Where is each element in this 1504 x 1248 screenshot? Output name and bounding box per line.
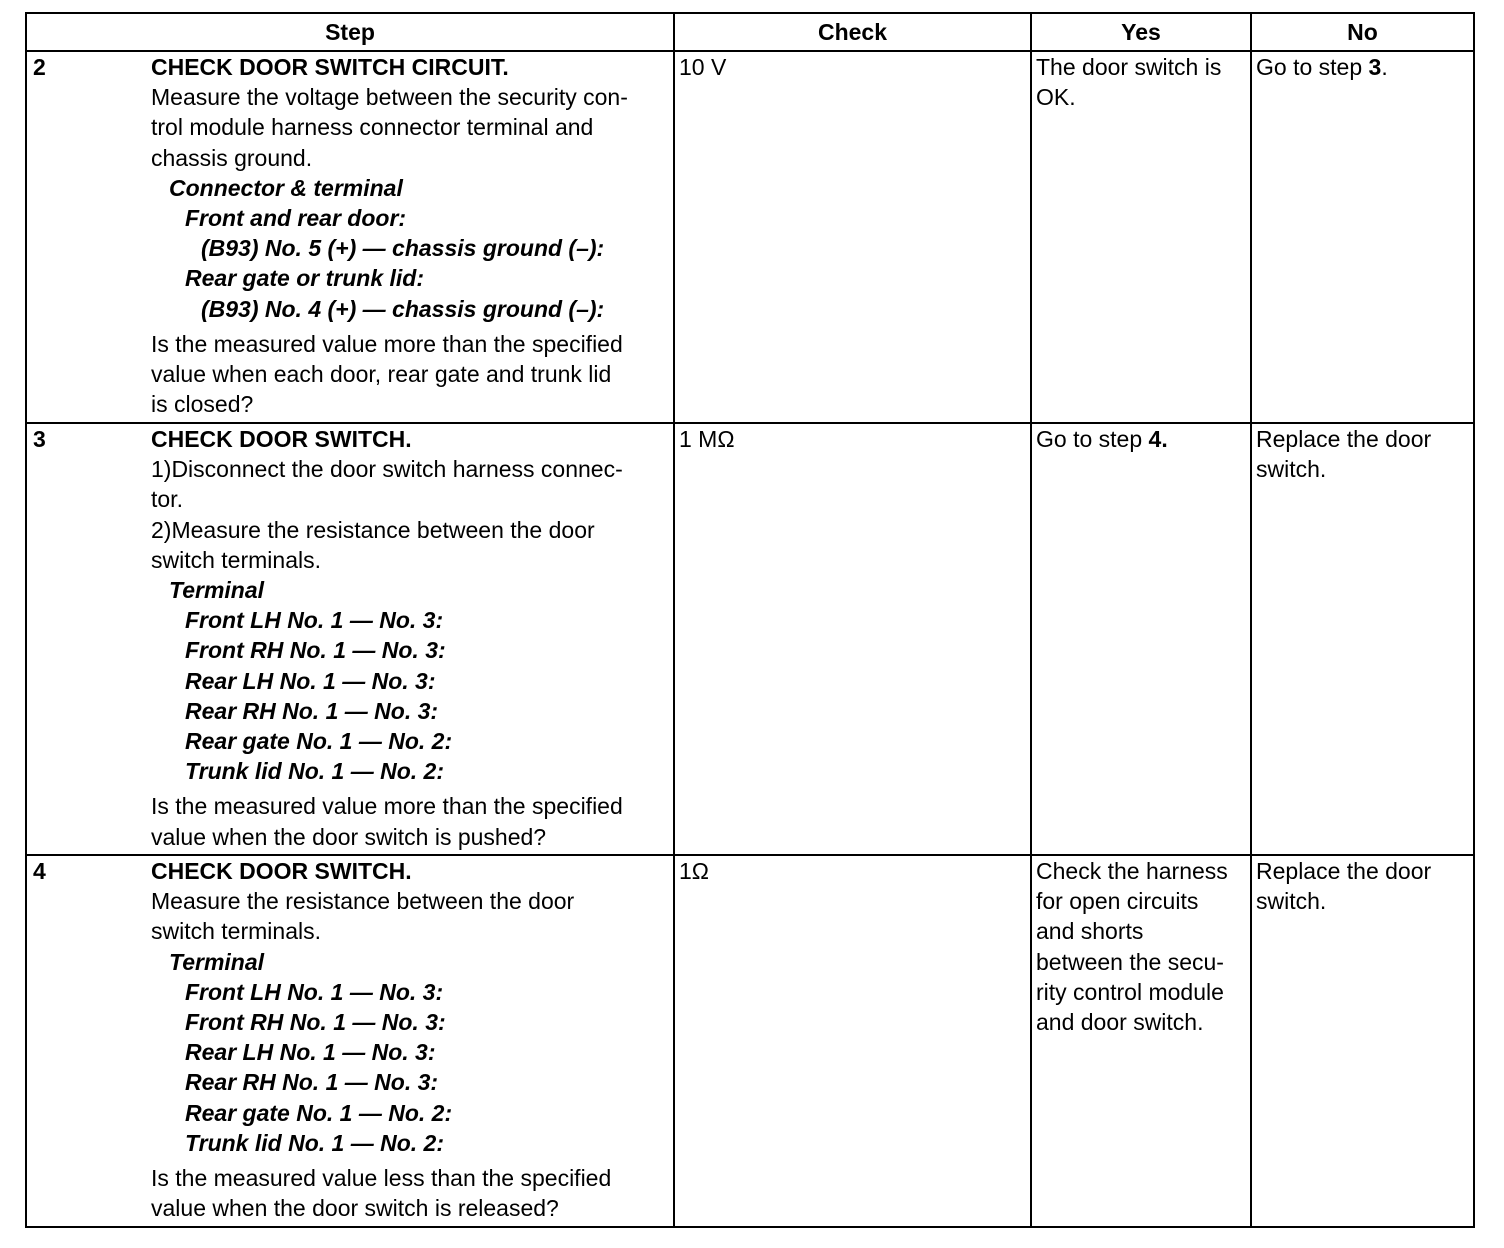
terminal-item: Rear gate No. 1 — No. 2: (185, 1099, 453, 1126)
no-cell (1251, 855, 1474, 1227)
step-desc-line: chassis ground. (151, 144, 313, 171)
yes-line: between the secu- (1036, 948, 1224, 975)
header-step: Step (26, 13, 674, 51)
terminal-item: Front RH No. 1 — No. 3: (185, 637, 446, 664)
step-number: 4 (33, 858, 46, 884)
no-suffix: . (1381, 54, 1388, 80)
yes-line: and door switch. (1036, 1009, 1204, 1036)
step-desc-line: switch terminals. (151, 546, 321, 573)
check-cell (674, 51, 1031, 423)
question-line: Is the measured value less than the specified (151, 1165, 612, 1192)
terminal-item: Trunk lid No. 1 — No. 2: (185, 758, 444, 785)
terminal-item: Rear RH No. 1 — No. 3: (185, 697, 439, 724)
step-number: 3 (33, 426, 46, 452)
no-prefix: Go to step (1256, 54, 1369, 80)
question-line: value when the door switch is released? (151, 1195, 559, 1222)
step-cell (26, 51, 674, 423)
no-line: Replace the door (1256, 426, 1432, 452)
yes-line: OK. (1036, 84, 1076, 111)
spec-label: Front and rear door: (185, 205, 407, 232)
yes-line: for open circuits (1036, 888, 1199, 915)
terminal-item: Rear LH No. 1 — No. 3: (185, 1039, 436, 1066)
yes-cell (1031, 423, 1251, 855)
no-step-ref: 3 (1368, 54, 1382, 80)
step-desc-line: Measure the resistance between the door (151, 888, 575, 915)
step-desc-line: Measure the voltage between the security con- (151, 84, 628, 111)
yes-cell (1031, 855, 1251, 1227)
yes-line: The door switch is (1036, 54, 1222, 80)
check-value: 1Ω (679, 858, 709, 884)
terminal-item: Rear LH No. 1 — No. 3: (185, 667, 436, 694)
no-action (1256, 52, 1469, 82)
yes-suffix: . (1161, 426, 1168, 452)
step-title: CHECK DOOR SWITCH. (151, 858, 412, 884)
question-line: value when the door switch is pushed? (151, 823, 547, 850)
question-line: value when each door, rear gate and trunk lid (151, 361, 612, 388)
step-number: 2 (33, 54, 46, 80)
spec-heading: Terminal (169, 948, 265, 975)
yes-cell (1031, 51, 1251, 423)
terminal-item: Rear RH No. 1 — No. 3: (185, 1069, 439, 1096)
step-desc-line: 2)Measure the resistance between the door (151, 516, 595, 543)
table-row (26, 51, 1474, 423)
step-cell (26, 855, 674, 1227)
table-row (26, 855, 1474, 1227)
no-line: Replace the door (1256, 858, 1432, 884)
step-desc-line: tor. (151, 486, 183, 513)
step-desc-line: trol module harness connector terminal and (151, 114, 594, 141)
check-value: 1 MΩ (679, 426, 735, 452)
header-yes: Yes (1031, 13, 1251, 51)
no-line: switch. (1256, 456, 1327, 483)
spec-heading: Terminal (169, 577, 265, 604)
terminal-item: Front RH No. 1 — No. 3: (185, 1009, 446, 1036)
check-value: 10 V (679, 54, 727, 80)
yes-line: Check the harness (1036, 858, 1228, 884)
yes-step-ref: 4 (1148, 426, 1162, 452)
check-cell (674, 423, 1031, 855)
yes-action (1036, 424, 1246, 454)
step-desc-line: switch terminals. (151, 918, 321, 945)
no-line: switch. (1256, 888, 1327, 915)
terminal-item: Trunk lid No. 1 — No. 2: (185, 1129, 444, 1156)
terminal-item: Front LH No. 1 — No. 3: (185, 607, 444, 634)
terminal-item: Rear gate No. 1 — No. 2: (185, 728, 453, 755)
question-line: is closed? (151, 391, 254, 418)
step-desc-line: 1)Disconnect the door switch harness connec- (151, 456, 623, 483)
question-line: Is the measured value more than the specified (151, 330, 623, 357)
spec-item: (B93) No. 4 (+) — chassis ground (–): (201, 295, 605, 322)
yes-prefix: Go to step (1036, 426, 1149, 452)
yes-line: and shorts (1036, 918, 1144, 945)
check-cell (674, 855, 1031, 1227)
terminal-item: Front LH No. 1 — No. 3: (185, 978, 444, 1005)
question-line: Is the measured value more than the specified (151, 793, 623, 820)
yes-line: rity control module (1036, 978, 1224, 1005)
header-check: Check (674, 13, 1031, 51)
no-cell (1251, 51, 1474, 423)
table-row (26, 423, 1474, 855)
spec-heading: Connector & terminal (169, 174, 403, 201)
diagnostic-table (25, 12, 1475, 1228)
spec-item: (B93) No. 5 (+) — chassis ground (–): (201, 235, 605, 262)
table-header-row (26, 13, 1474, 51)
step-title: CHECK DOOR SWITCH CIRCUIT. (151, 54, 509, 80)
step-cell (26, 423, 674, 855)
spec-label: Rear gate or trunk lid: (185, 265, 424, 292)
step-title: CHECK DOOR SWITCH. (151, 426, 412, 452)
header-no: No (1251, 13, 1474, 51)
no-cell (1251, 423, 1474, 855)
